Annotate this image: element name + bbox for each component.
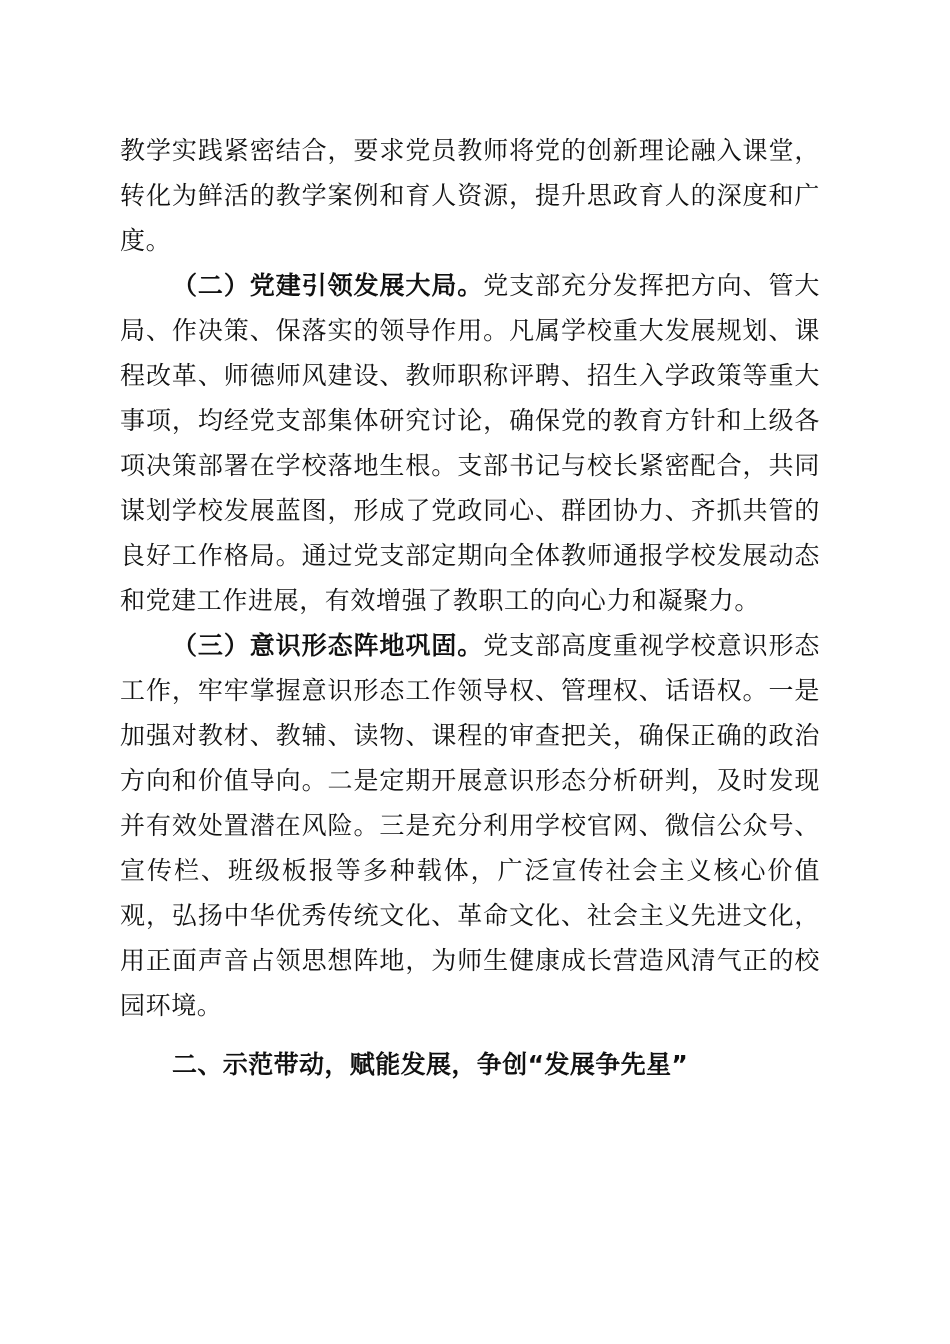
paragraph-ideology	[120, 623, 820, 1028]
paragraph-lead-heading: （三）意识形态阵地巩固。	[172, 631, 484, 660]
paragraph-party-leadership	[120, 263, 820, 623]
section-heading: 二、示范带动，赋能发展，争创“发展争先星”	[172, 1050, 689, 1079]
paragraph-body: 党支部充分发挥把方向、管大局、作决策、保落实的领导作用。凡属学校重大发展规划、课程改革、师德师风建设、教师职称评聘、招生入学政策等重大事项，均经党支部集体研究讨论，确保党的教育方针和上级各项决策部署在学校落地生根。支部书记与校长紧密配合，共同谋划学校发展蓝图，形成了党政同心、群团协力、齐抓共管的良好工作格局。通过党支部定期向全体教师通报学校发展动态和党建工作进展，有效增强了教职工的向心力和凝聚力。	[120, 271, 820, 615]
paragraph-lead-heading: （二）党建引领发展大局。	[172, 271, 484, 300]
paragraph-continued: 教学实践紧密结合，要求党员教师将党的创新理论融入课堂，转化为鲜活的教学案例和育人资源，提升思政育人的深度和广度。	[120, 136, 820, 255]
paragraph-body: 党支部高度重视学校意识形态工作，牢牢掌握意识形态工作领导权、管理权、话语权。一是加强对教材、教辅、读物、课程的审查把关，确保正确的政治方向和价值导向。二是定期开展意识形态分析研判，及时发现并有效处置潜在风险。三是充分利用学校官网、微信公众号、宣传栏、班级板报等多种载体，广泛宣传社会主义核心价值观，弘扬中华优秀传统文化、革命文化、社会主义先进文化，用正面声音占领思想阵地，为师生健康成长营造风清气正的校园环境。	[120, 631, 820, 1020]
